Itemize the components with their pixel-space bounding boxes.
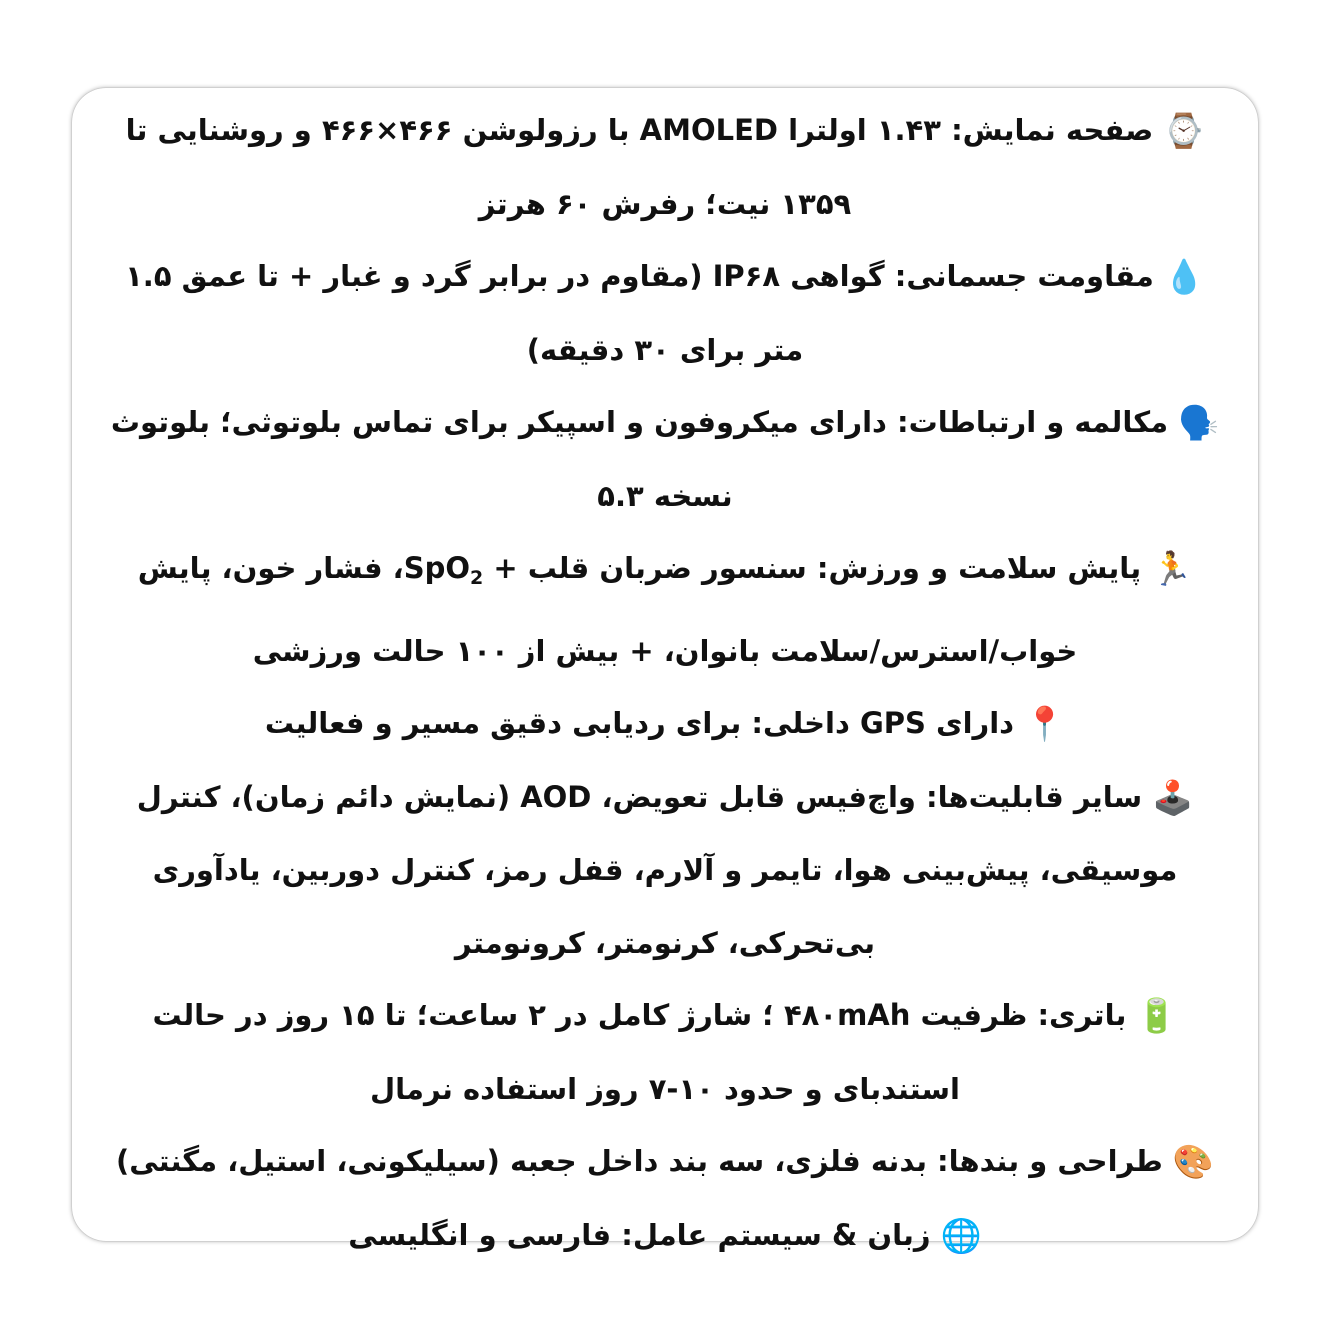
spec-text-gps: دارای GPS داخلی: برای ردیابی دقیق مسیر و فعالیت (264, 706, 1015, 740)
spec-item-health (100, 532, 1230, 687)
palette-icon: 🎨 (1172, 1142, 1214, 1181)
globe-icon: 🌐 (940, 1215, 982, 1255)
runner-icon: 🏃 (1151, 549, 1193, 588)
spec-text-durability: مقاومت جسمانی: گواهی IP۶۸ (مقاوم در برابر گرد و غبار + تا عمق ۱.۵ متر برای ۳۰ دقیقه) (125, 259, 1154, 367)
spec-text-display: صفحه نمایش: ۱.۴۳ اولترا AMOLED با رزولوشن ۴۶۶×۴۶۶ و روشنایی تا ۱۳۵۹ نیت؛ رفرش ۶۰ هرتز (125, 113, 1154, 221)
spec-text-battery: باتری: ظرفیت ۴۸۰mAh ؛ شارژ کامل در ۲ ساعت؛ تا ۱۵ روز در حالت استندبای و حدود ۱۰-۷ روز استفاده نرمال (152, 998, 1127, 1106)
spec-item-language (100, 1199, 1230, 1273)
spec-list (100, 94, 1230, 1272)
spec-text-health-subscript: 2 (470, 567, 484, 589)
spec-item-design (100, 1125, 1230, 1199)
spec-item-display (100, 94, 1230, 240)
spec-item-gps (100, 687, 1230, 761)
speaking-head-icon: 🗣️ (1178, 403, 1220, 442)
spec-card (72, 88, 1258, 1255)
spec-text-health-part1: پایش سلامت و ورزش: سنسور ضربان قلب + SpO (403, 551, 1142, 585)
watch-icon: ⌚ (1163, 111, 1205, 150)
spec-text-health-part2: ، فشار خون، پایش خواب/استرس/سلامت بانوان، + بیش از ۱۰۰ حالت ورزشی (137, 551, 1078, 668)
joystick-icon: 🕹️ (1152, 777, 1194, 817)
spec-item-battery (100, 979, 1230, 1125)
spec-text-design: طراحی و بندها: بدنه فلزی، سه بند داخل جعبه (سیلیکونی، استیل، مگنتی) (116, 1144, 1163, 1178)
spec-text-features: سایر قابلیت‌ها: واچ‌فیس قابل تعویض، AOD (نمایش دائم زمان)، کنترل موسیقی، پیش‌بینی هوا، تایمر و آلارم، قفل رمز، کنترل دوربین، یادآوری بی‌تحرکی، کرنومتر، کرونومتر (136, 779, 1178, 960)
battery-icon: 🔋 (1136, 996, 1178, 1035)
spec-text-calling: مکالمه و ارتباطات: دارای میکروفون و اسپیکر برای تماس بلوتوثی؛ بلوتوث نسخه ۵.۳ (110, 405, 1169, 513)
spec-item-calling (100, 386, 1230, 532)
spec-item-features (100, 761, 1230, 980)
spec-item-durability (100, 240, 1230, 386)
location-pin-icon: 📍 (1024, 704, 1066, 743)
spec-text-language: زبان & سیستم عامل: فارسی و انگلیسی (348, 1217, 931, 1252)
water-drop-icon: 💧 (1163, 257, 1205, 296)
